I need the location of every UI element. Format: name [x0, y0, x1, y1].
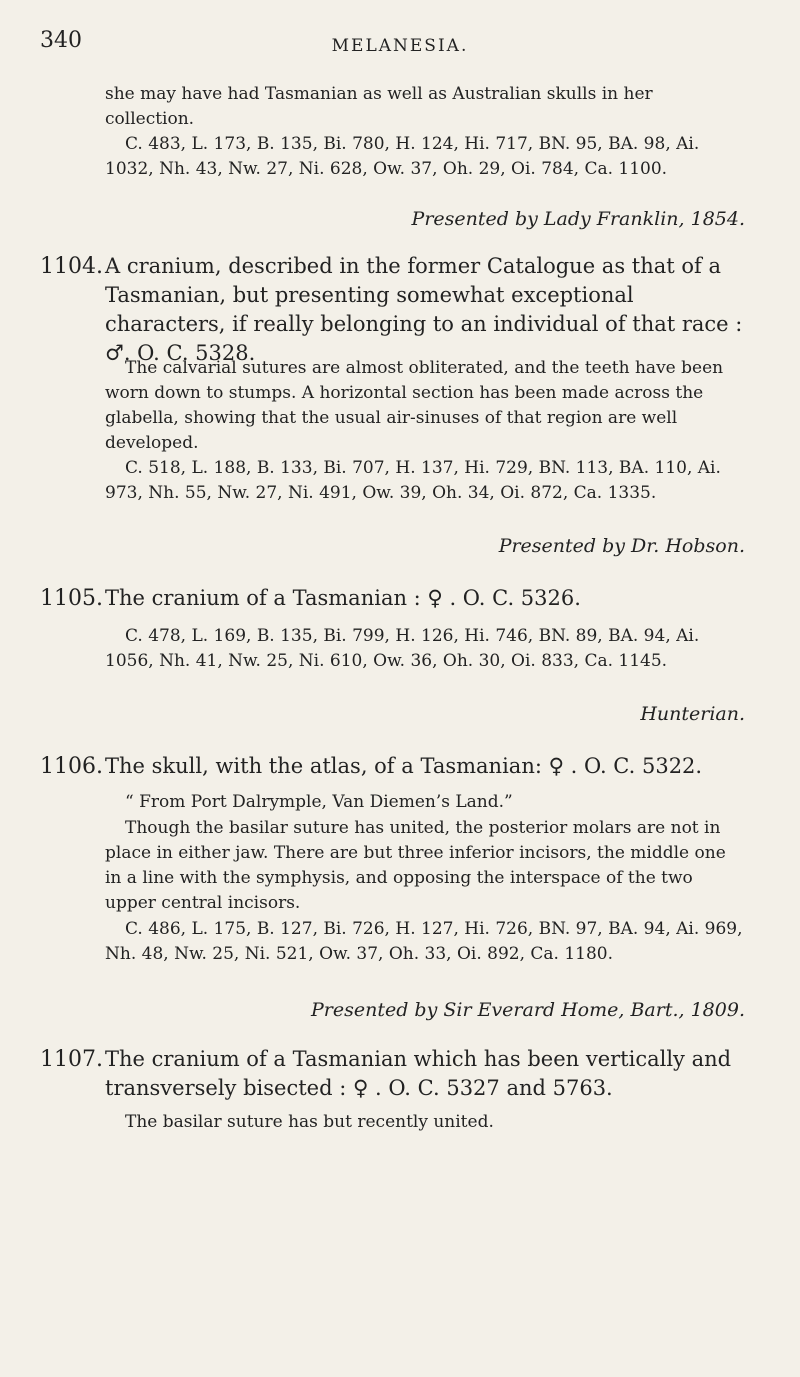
entry-quote: “ From Port Dalrymple, Van Diemen’s Land.” — [125, 792, 513, 812]
intro-text: she may have had Tasmanian as well as Australian skulls in her collection. — [105, 84, 653, 129]
entry-measures: C. 518, L. 188, B. 133, Bi. 707, H. 137, Hi. 729, BN. 113, BA. 110, Ai. 973, Nh. 55, Nw. 27, Ni. 491, Ow. 39, Oh. 34, Oi. 872, Ca. 1335. — [105, 458, 721, 503]
entry-number: 1107. — [40, 1047, 103, 1072]
entry-number: 1104. — [40, 254, 103, 279]
entry-number: 1106. — [40, 754, 103, 779]
entry-title: A cranium, described in the former Catalogue as that of a Tasmanian, but presenting somewhat exceptional characters, if really belonging to an individual of that race : ♂. O. C. 5328. — [105, 254, 743, 365]
entry-presented: Presented by Sir Everard Home, Bart., 1809. — [311, 999, 745, 1021]
entry-number: 1105. — [40, 586, 103, 611]
intro-presented: Presented by Lady Franklin, 1854. — [411, 208, 745, 230]
entry-note: The basilar suture has but recently united. — [125, 1112, 494, 1132]
entry-title: The cranium of a Tasmanian which has been vertically and transversely bisected : ♀ . O. C. 5327 and 5763. — [105, 1047, 732, 1100]
entry-title: The skull, with the atlas, of a Tasmanian: ♀ . O. C. 5322. — [105, 754, 703, 778]
entry-measures: C. 486, L. 175, B. 127, Bi. 726, H. 127, Hi. 726, BN. 97, BA. 94, Ai. 969, Nh. 48, Nw. 25, Ni. 521, Ow. 37, Oh. 33, Oi. 892, Ca. 1180. — [105, 919, 743, 964]
entry-presented: Presented by Dr. Hobson. — [498, 535, 745, 557]
entry-presented: Hunterian. — [640, 703, 745, 725]
entry-note: The calvarial sutures are almost obliterated, and the teeth have been worn down to stumps. A horizontal section has been made across the glabella, showing that the usual air-sinuses of that region are well developed. — [105, 358, 724, 453]
page-number: 340 — [40, 28, 82, 53]
entry-title: The cranium of a Tasmanian : ♀ . O. C. 5326. — [105, 586, 581, 610]
entry-measures: C. 478, L. 169, B. 135, Bi. 799, H. 126, Hi. 746, BN. 89, BA. 94, Ai. 1056, Nh. 41, Nw. 25, Ni. 610, Ow. 36, Oh. 30, Oi. 833, Ca. 1145. — [105, 626, 700, 671]
intro-measures: C. 483, L. 173, B. 135, Bi. 780, H. 124, Hi. 717, BN. 95, BA. 98, Ai. 1032, Nh. 43, Nw. 27, Ni. 628, Ow. 37, Oh. 29, Oi. 784, Ca. 1100. — [105, 134, 700, 179]
entry-note: Though the basilar suture has united, the posterior molars are not in place in either jaw. There are but three inferior incisors, the middle one in a line with the symphysis, and opposing the interspace of the two upper central incisors. — [105, 818, 726, 913]
running-head: MELANESIA. — [331, 36, 469, 56]
